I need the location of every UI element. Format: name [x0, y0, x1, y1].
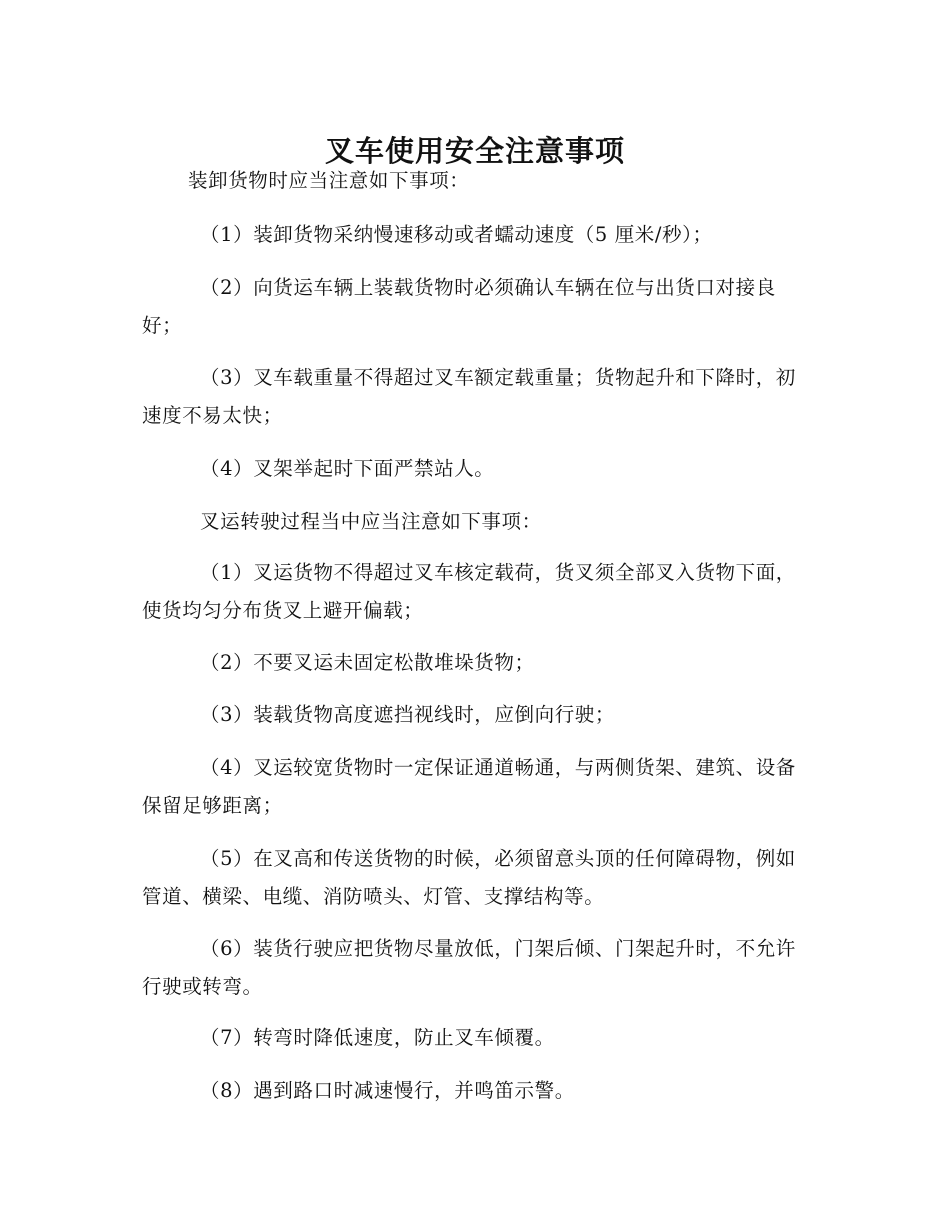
- section2-item-4: （4）叉运较宽货物时一定保证通道畅通，与两侧货架、建筑、设备保留足够距离；: [142, 756, 796, 817]
- section1-item-2: （2）向货运车辆上装载货物时必须确认车辆在位与出货口对接良好；: [142, 276, 776, 337]
- section1-item-3: （3）叉车载重量不得超过叉车额定载重量；货物起升和下降时，初速度不易太快；: [142, 366, 796, 427]
- section2-item-7: （7）转弯时降低速度，防止叉车倾覆。: [200, 1026, 555, 1049]
- document-title: 叉车使用安全注意事项: [324, 134, 625, 169]
- section2-item-8: （8）遇到路口时减速慢行，并鸣笛示警。: [200, 1079, 575, 1102]
- section2-item-3: （3）装载货物高度遮挡视线时，应倒向行驶；: [200, 703, 616, 726]
- section1-item-1: （1）装卸货物采纳慢速移动或者蠕动速度（5 厘米/秒）；: [200, 223, 713, 246]
- section2-item-2: （2）不要叉运未固定松散堆垛货物；: [200, 651, 535, 674]
- section2-item-5: （5）在叉高和传送货物的时候，必须留意头顶的任何障碍物，例如管道、横梁、电缆、消防喷头、灯管、支撑结构等。: [142, 847, 796, 908]
- section1-intro: 装卸货物时应当注意如下事项：: [188, 169, 470, 192]
- section2-item-1: （1）叉运货物不得超过叉车核定载荷，货叉须全部叉入货物下面，使货均匀分布货叉上避开偏载；: [142, 561, 796, 622]
- section2-item-6: （6）装货行驶应把货物尽量放低，门架后倾、门架起升时，不允许行驶或转弯。: [142, 937, 796, 998]
- section2-intro: 叉运转驶过程当中应当注意如下事项：: [200, 510, 542, 533]
- section1-item-4: （4）叉架举起时下面严禁站人。: [200, 457, 495, 480]
